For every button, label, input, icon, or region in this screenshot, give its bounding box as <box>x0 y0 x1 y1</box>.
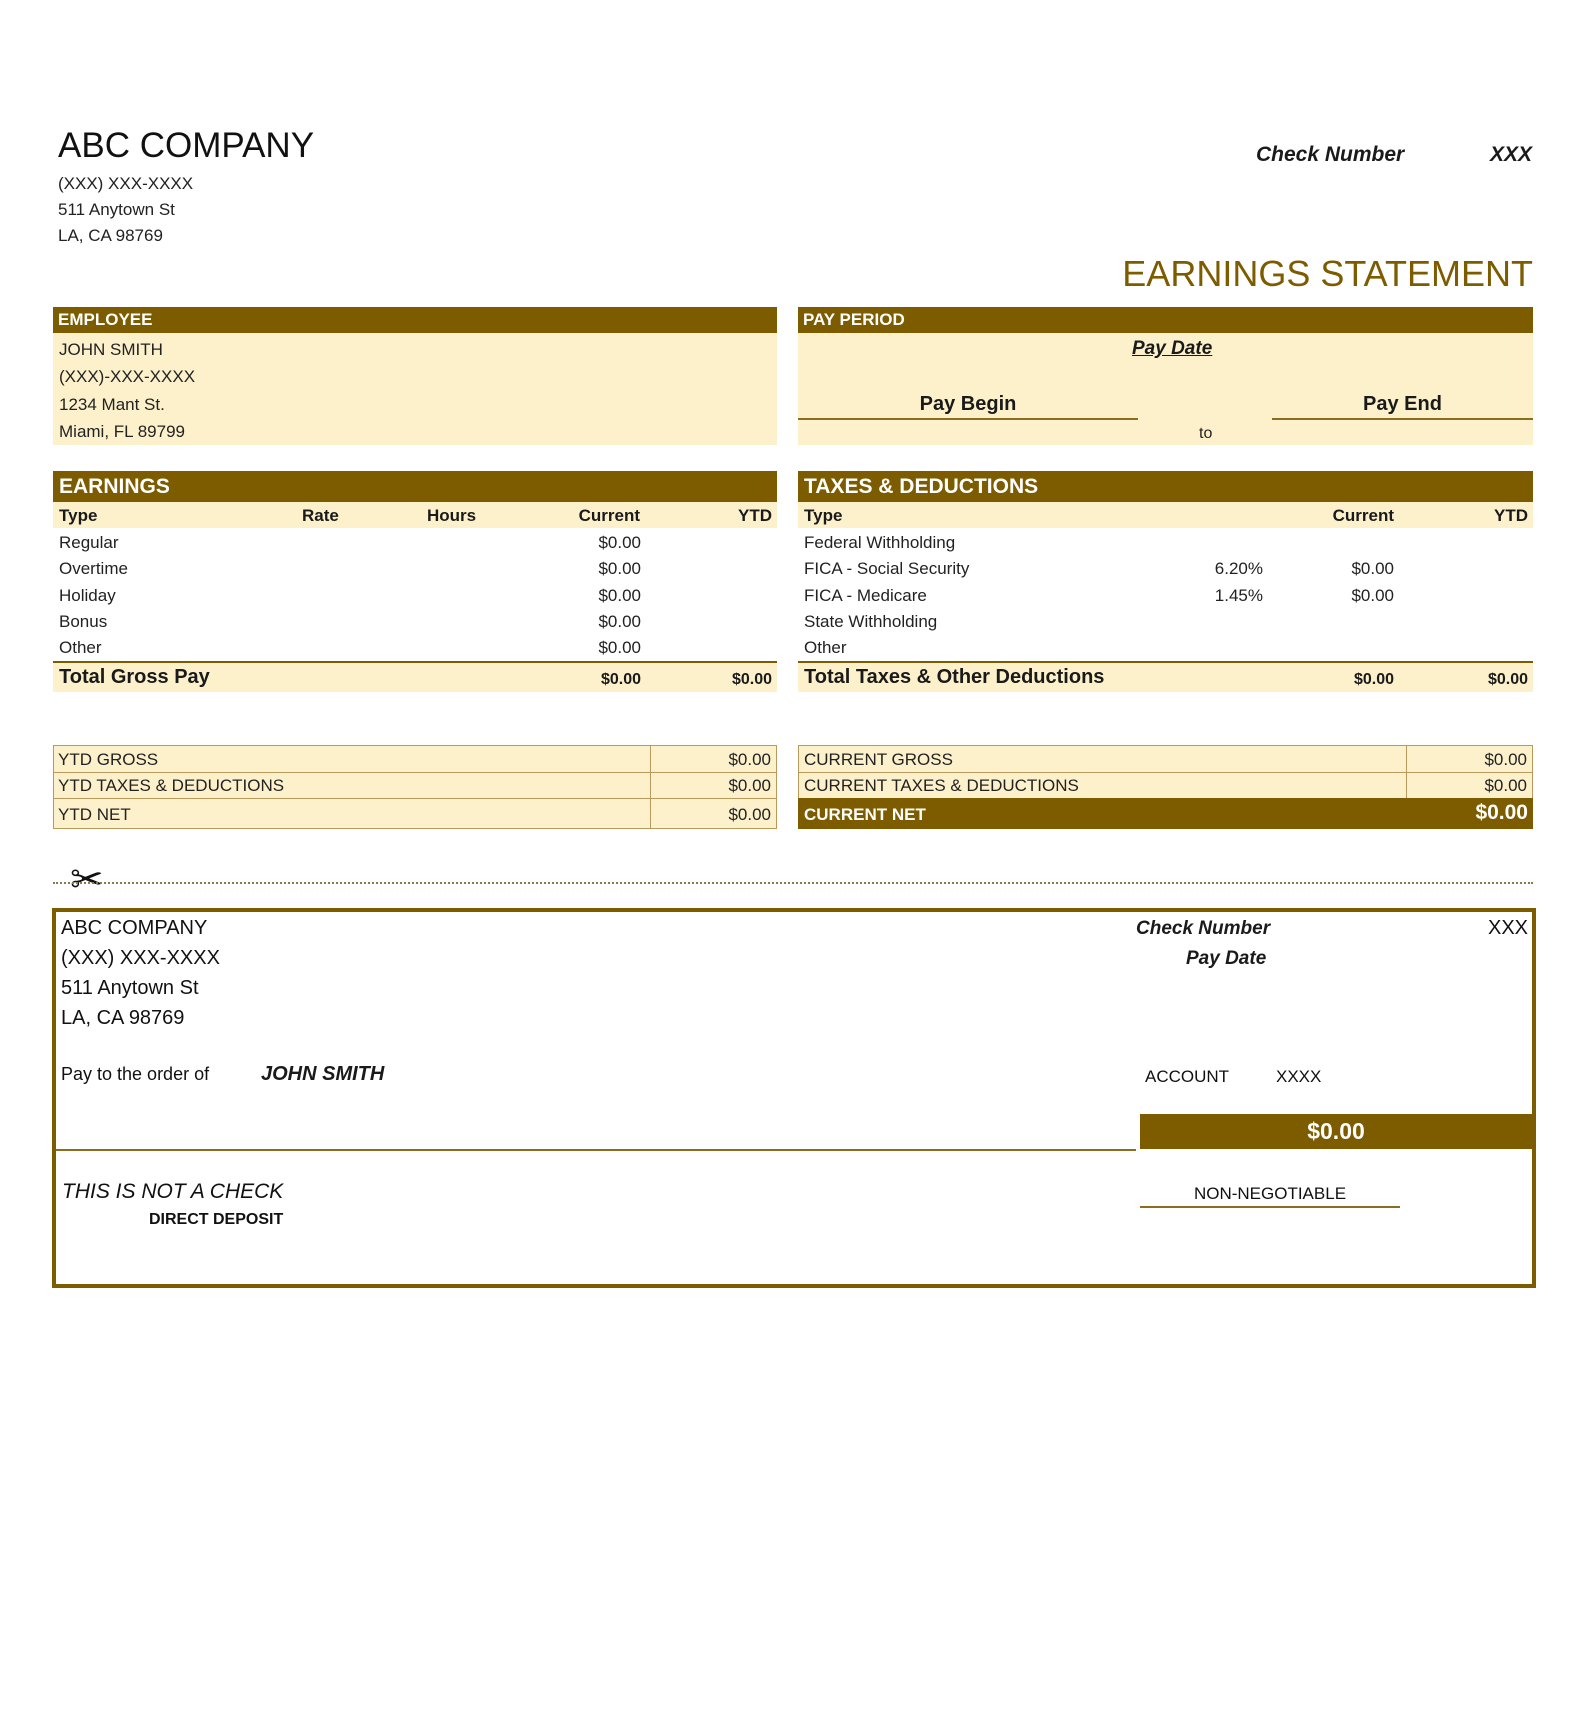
check-stub <box>52 908 1536 1288</box>
ytd-gross-value: $0.00 <box>728 750 771 769</box>
ytd-gross-label: YTD GROSS <box>58 750 159 769</box>
pay-end-rule <box>1272 418 1533 420</box>
current-net-label: CURRENT NET <box>804 805 926 824</box>
ytd-net-label: YTD NET <box>58 805 131 824</box>
taxes-col-ytd: YTD <box>1494 506 1528 525</box>
taxes-row-type: Other <box>804 638 847 657</box>
earnings-row-type: Other <box>59 638 102 657</box>
earnings-row-current: $0.00 <box>598 559 641 578</box>
pay-begin-label: Pay Begin <box>919 393 1017 415</box>
current-summary-rule <box>799 772 1532 773</box>
company-address-2: LA, CA 98769 <box>58 226 163 245</box>
taxes-row-type: Federal Withholding <box>804 533 956 552</box>
earnings-row-type: Bonus <box>59 612 108 631</box>
current-gross-label: CURRENT GROSS <box>804 750 953 769</box>
total-gross-pay-label: Total Gross Pay <box>59 666 210 688</box>
non-negotiable-rule <box>1140 1206 1400 1208</box>
employee-header: EMPLOYEE <box>53 307 777 333</box>
statement-title: EARNINGS STATEMENT <box>1122 253 1533 294</box>
current-taxes-value: $0.00 <box>1484 776 1527 795</box>
ytd-taxes-label: YTD TAXES & DEDUCTIONS <box>58 776 285 795</box>
pay-period-header: PAY PERIOD <box>798 307 1533 333</box>
earnings-row-type: Regular <box>59 533 119 552</box>
earnings-row-current: $0.00 <box>598 612 641 631</box>
taxes-row-rate: 6.20% <box>1214 559 1263 578</box>
current-summary-table <box>798 745 1533 829</box>
stub-company-name: ABC COMPANY <box>61 917 208 939</box>
check-amount: $0.00 <box>1140 1114 1532 1149</box>
cut-line <box>53 882 1533 884</box>
current-net-value: $0.00 <box>1475 801 1528 824</box>
taxes-row-type: FICA - Social Security <box>804 559 970 578</box>
current-taxes-label: CURRENT TAXES & DEDUCTIONS <box>804 776 1079 795</box>
pay-date-label: Pay Date <box>1132 338 1213 359</box>
current-net-bar <box>798 798 1533 829</box>
stub-pay-date-label: Pay Date <box>1186 948 1267 969</box>
taxes-col-current: Current <box>1332 506 1394 525</box>
ytd-net-value: $0.00 <box>728 805 771 824</box>
earnings-row-current: $0.00 <box>598 586 641 605</box>
pay-begin-rule <box>798 418 1138 420</box>
earnings-col-current: Current <box>578 506 640 525</box>
taxes-row-type: FICA - Medicare <box>804 586 927 605</box>
not-a-check-notice: THIS IS NOT A CHECK <box>62 1180 284 1203</box>
non-negotiable-label: NON-NEGOTIABLE <box>1193 1184 1347 1203</box>
total-gross-pay-ytd: $0.00 <box>731 671 772 688</box>
taxes-header: TAXES & DEDUCTIONS <box>798 471 1533 502</box>
earnings-column-header-row <box>53 502 777 528</box>
check-amount-rule <box>56 1149 1136 1151</box>
check-number-label: Check Number <box>1256 143 1405 166</box>
total-gross-pay-current: $0.00 <box>600 671 641 688</box>
employee-address-1: 1234 Mant St. <box>59 395 165 414</box>
company-phone: (XXX) XXX-XXXX <box>58 174 194 193</box>
employee-name: JOHN SMITH <box>59 340 163 359</box>
earnings-row-current: $0.00 <box>598 533 641 552</box>
account-label: ACCOUNT <box>1145 1067 1230 1086</box>
earnings-col-ytd: YTD <box>738 506 772 525</box>
ytd-summary-divider <box>650 746 651 828</box>
pay-end-label: Pay End <box>1363 393 1442 415</box>
pay-to-order-label: Pay to the order of <box>61 1064 210 1084</box>
earnings-row-current: $0.00 <box>598 638 641 657</box>
ytd-summary-rule <box>54 772 776 773</box>
direct-deposit-label: DIRECT DEPOSIT <box>149 1211 284 1228</box>
employee-phone: (XXX)-XXX-XXXX <box>59 367 196 386</box>
total-taxes-ytd: $0.00 <box>1487 671 1528 688</box>
stub-check-number-value: XXX <box>1488 917 1529 939</box>
check-number-value: XXX <box>1490 143 1533 166</box>
taxes-row-type: State Withholding <box>804 612 938 631</box>
earnings-col-type: Type <box>59 506 98 525</box>
ytd-summary-table <box>53 745 777 829</box>
stub-company-phone: (XXX) XXX-XXXX <box>61 947 220 969</box>
ytd-summary-rule <box>54 798 776 799</box>
taxes-row-current: $0.00 <box>1351 559 1394 578</box>
earnings-col-hours: Hours <box>427 506 477 525</box>
stub-check-number-label: Check Number <box>1136 918 1271 939</box>
pay-period-to: to <box>1199 425 1213 442</box>
payee-name: JOHN SMITH <box>261 1063 385 1085</box>
current-gross-value: $0.00 <box>1484 750 1527 769</box>
company-name: ABC COMPANY <box>58 126 315 165</box>
employee-address-2: Miami, FL 89799 <box>59 422 185 441</box>
total-taxes-label: Total Taxes & Other Deductions <box>804 666 1105 688</box>
taxes-row-current: $0.00 <box>1351 586 1394 605</box>
account-value: XXXX <box>1276 1067 1322 1086</box>
scissors-icon: ✂ <box>70 858 104 902</box>
taxes-col-type: Type <box>804 506 843 525</box>
earnings-row-type: Holiday <box>59 586 116 605</box>
earnings-row-type: Overtime <box>59 559 128 578</box>
earnings-col-rate: Rate <box>302 506 339 525</box>
stub-company-address-1: 511 Anytown St <box>61 977 199 999</box>
ytd-taxes-value: $0.00 <box>728 776 771 795</box>
taxes-column-header-row <box>798 502 1533 528</box>
stub-company-address-2: LA, CA 98769 <box>61 1007 185 1029</box>
taxes-row-rate: 1.45% <box>1214 586 1263 605</box>
earnings-header: EARNINGS <box>53 471 777 502</box>
company-address-1: 511 Anytown St <box>58 200 175 219</box>
total-taxes-current: $0.00 <box>1353 671 1394 688</box>
